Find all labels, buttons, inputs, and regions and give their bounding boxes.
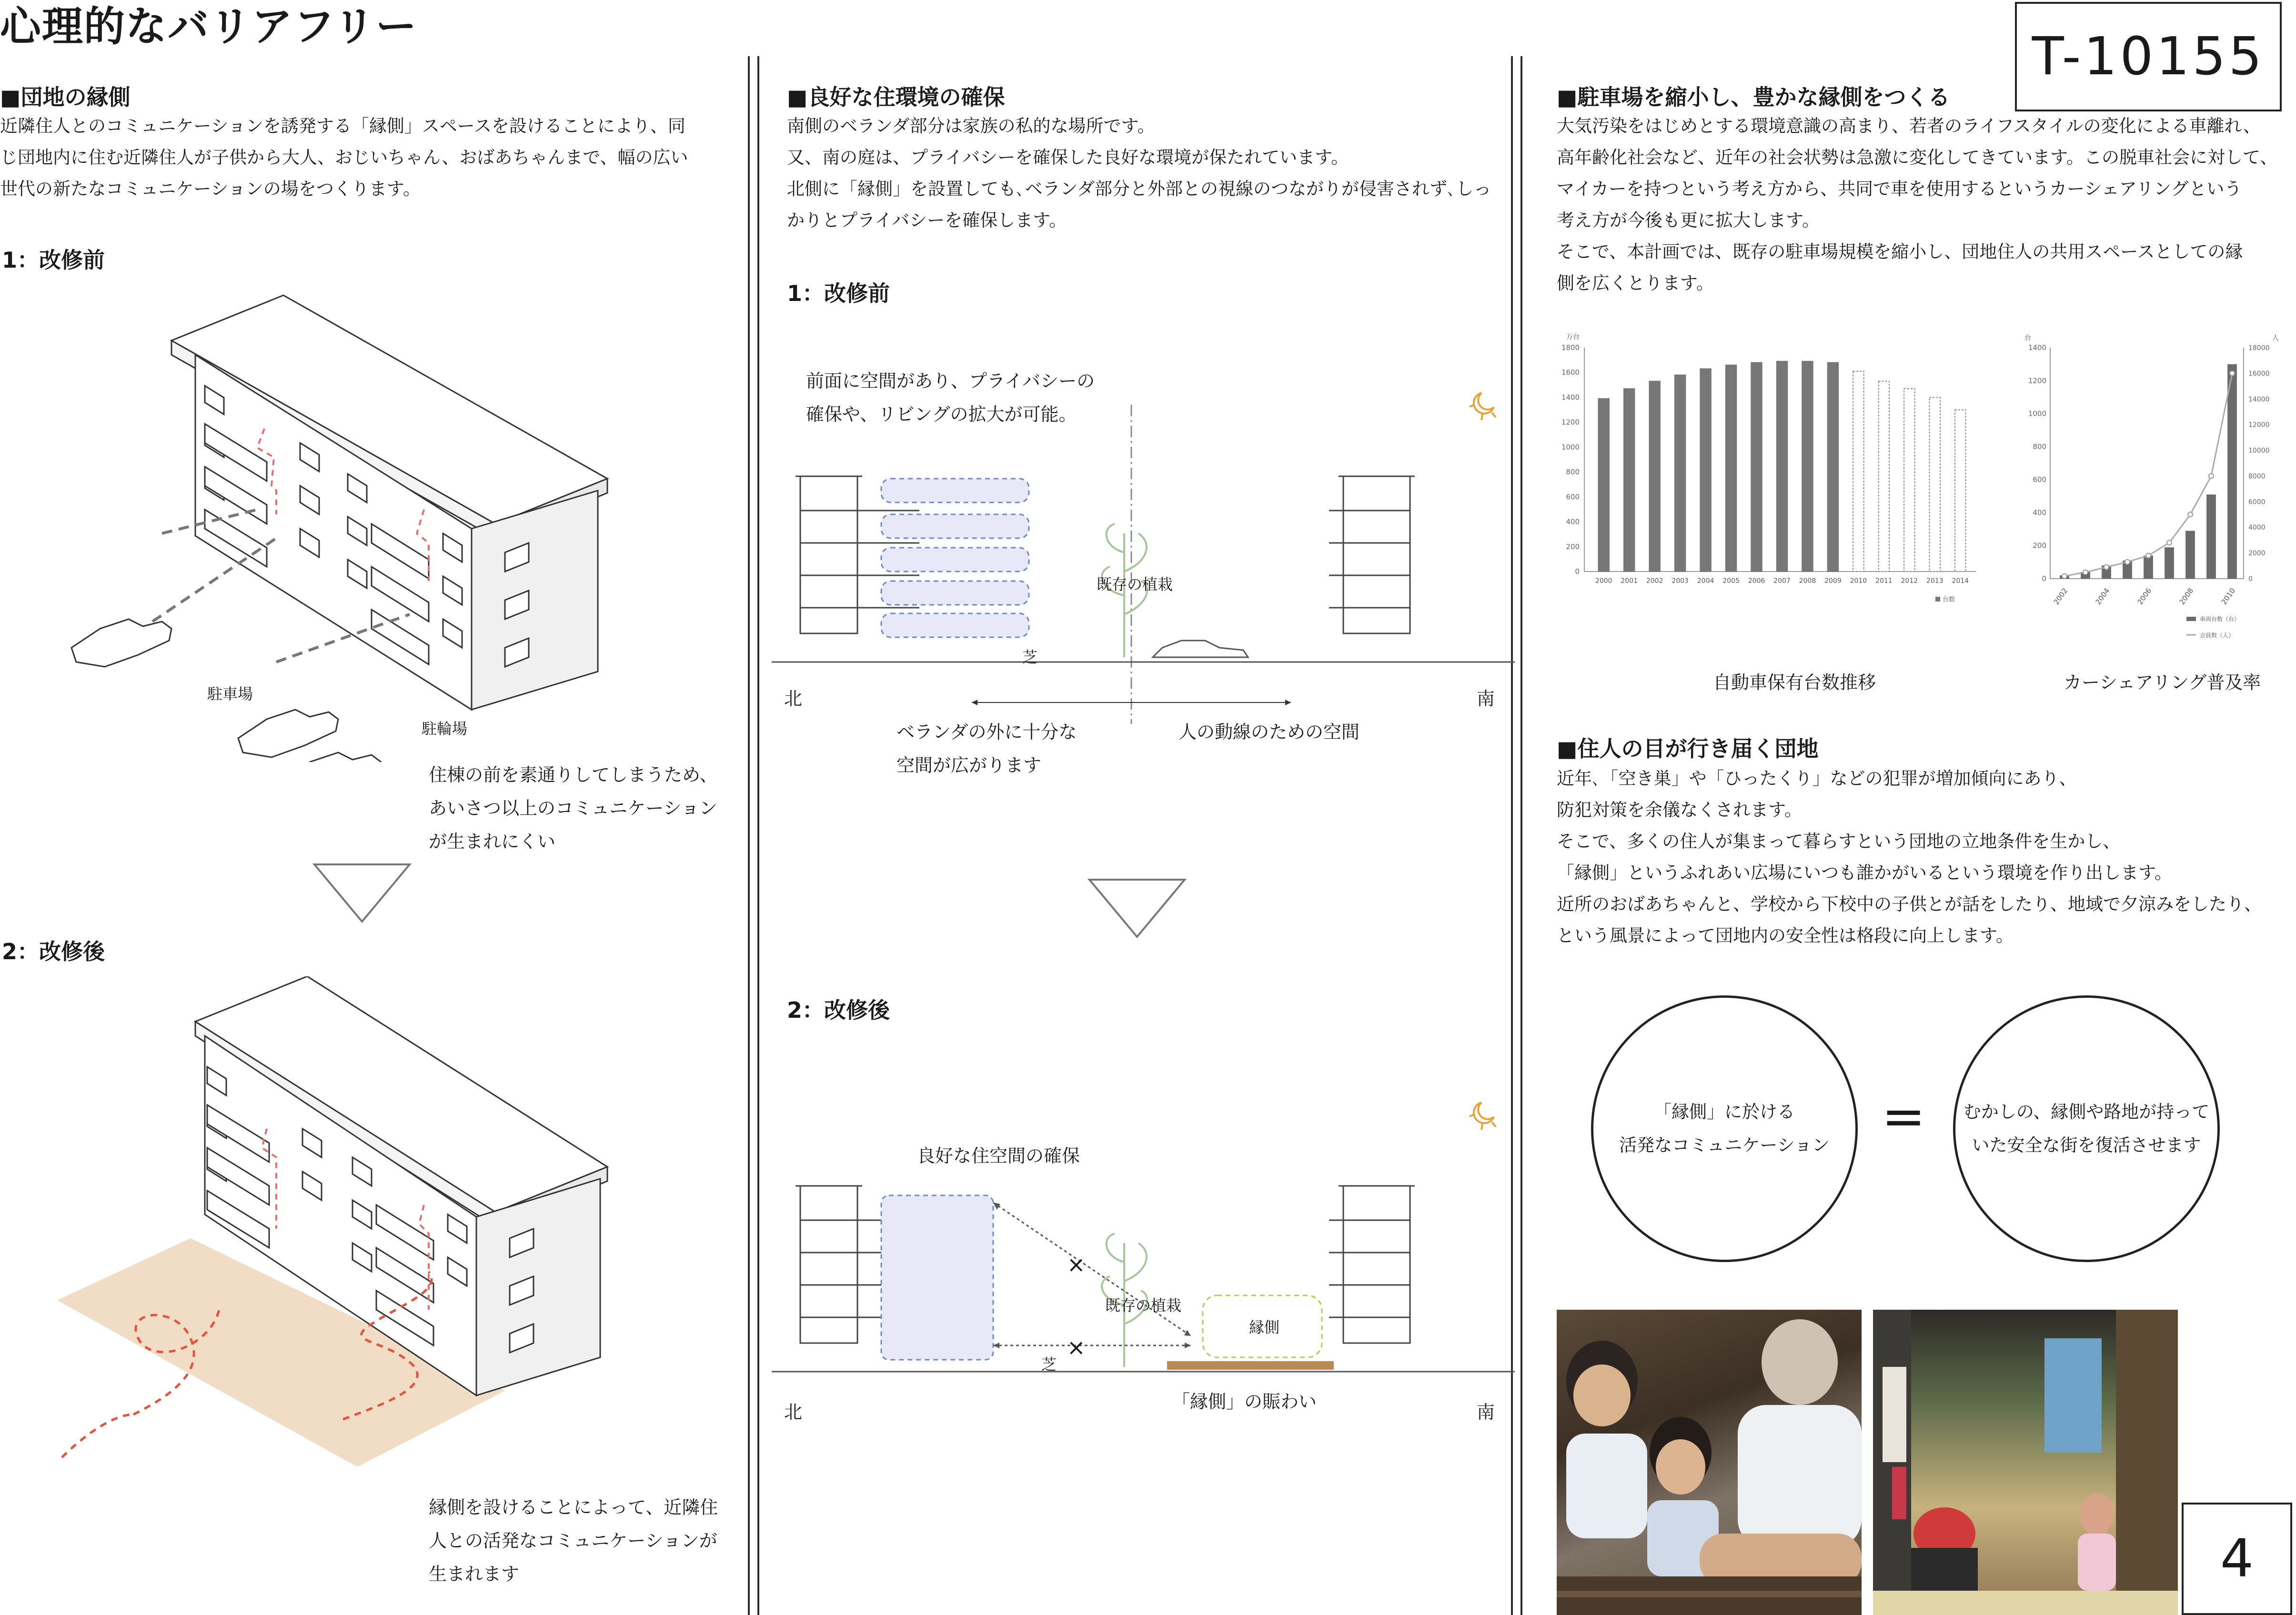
- north-label: 北: [784, 1402, 803, 1423]
- y-left-tick-label: 200: [2033, 541, 2046, 550]
- after-caption: 縁側を設けることによって、近隣住 人との活発なコミュニケーションが 生まれます: [429, 1497, 718, 1585]
- bar-2003: [1675, 375, 1685, 572]
- y-left-tick-label: 0: [2042, 574, 2046, 583]
- x-tick-label: 2003: [1672, 577, 1689, 585]
- x-tick-label: 2004: [1697, 577, 1714, 585]
- y-right-tick-label: 12000: [2248, 421, 2270, 429]
- cross-mark: ×: [1067, 1252, 1086, 1277]
- y-tick-label: 800: [1566, 468, 1580, 477]
- equals-sign: =: [1882, 1086, 1926, 1147]
- y-tick-label: 200: [1566, 542, 1580, 551]
- page-number: 4: [2182, 1503, 2292, 1615]
- flow-caption: 人の動線のための空間: [1178, 722, 1360, 742]
- section-heading-parking: ■駐車場を縮小し、豊かな縁側をつくる: [1557, 84, 1950, 110]
- y-right-tick-label: 6000: [2248, 498, 2266, 506]
- x-tick-label: 2004: [2094, 586, 2112, 606]
- bar-2009: [2206, 494, 2216, 579]
- engawa-caption: 「縁側」の賑わい: [1172, 1391, 1317, 1412]
- cross-mark: ×: [1067, 1334, 1086, 1360]
- x-tick-label: 2014: [1952, 577, 1969, 585]
- x-tick-label: 2008: [1799, 577, 1816, 585]
- y-tick-label: 1200: [1561, 418, 1580, 427]
- bar-2012: [1904, 389, 1914, 572]
- x-tick-label: 2010: [1850, 577, 1867, 585]
- legend-label-line: 会員数（人）: [2200, 632, 2235, 639]
- line-point-2006: [2146, 553, 2151, 558]
- x-tick-label: 2006: [1748, 577, 1765, 585]
- line-point-2010: [2230, 371, 2235, 376]
- building-after-diagram: [48, 976, 648, 1481]
- x-tick-label: 2012: [1901, 577, 1918, 585]
- veranda-caption: ベランダの外に十分な 空間が広がります: [896, 722, 1077, 776]
- building-before-diagram: [48, 286, 619, 762]
- sun-icon: [1470, 1103, 1496, 1130]
- y-left-tick-label: 400: [2033, 508, 2046, 517]
- section-text: 大気汚染をはじめとする環境意識の高まり、若者のライフスタイルの変化による車離れ、 高年齢化社会など、近年の社会状勢は急激に変化してきています。この脱車社会に対して、 マイカーを持つという考え方から、共同で車を使用するというカーシェアリングという 考え方が今後も更に拡大します。 そこで、本計画では、既存の駐車場規模を縮小し、団地住人の共用スペースとしての縁 側を広くとります。: [1557, 116, 2278, 293]
- line-point-2002: [2062, 574, 2067, 579]
- y-tick-label: 0: [1575, 567, 1580, 576]
- column-divider: [1521, 56, 1522, 1615]
- y-left-tick-label: 1400: [2028, 343, 2046, 352]
- page-title: 心理的なバリアフリー: [0, 3, 418, 50]
- y-tick-label: 600: [1566, 492, 1580, 502]
- y-right-tick-label: 4000: [2248, 524, 2266, 532]
- section-text: 南側のベランダ部分は家族の私的な場所です。 又、南の庭は、プライバシーを確保した良好な環境が保たれています。 北側に「縁側」を設置しても､ベランダ部分と外部との視線のつながりが侵害されず､しっ かりとプライバシーを確保します。: [787, 116, 1491, 231]
- x-tick-label: 2005: [1722, 577, 1740, 585]
- x-tick-label: 2013: [1926, 577, 1944, 585]
- legend-label-bars: 車両台数（台）: [2200, 616, 2240, 622]
- y-right-unit-label: 人: [2272, 334, 2279, 342]
- section-text: 近年､「空き巣」や「ひったくり」などの犯罪が増加傾向にあり、 防犯対策を余儀なくされます。 そこで、多くの住人が集まって暮らすという団地の立地条件を生かし、 「縁側」というふれあい広場にいつも誰かがいるという環境を作り出します。 近所のおばあちゃんと、学校から下校中の子供とが話をしたり、地域で夕涼みをしたり、 という風景によって団地内の安全性は格段に向上します。: [1557, 768, 2262, 946]
- legend-swatch: [1935, 597, 1940, 602]
- section-after-diagram: [772, 1100, 1515, 1395]
- column-divider: [757, 56, 759, 1615]
- bar-2011: [1879, 381, 1889, 572]
- chart2-caption: カーシェアリング普及率: [2064, 672, 2261, 693]
- y-left-tick-label: 600: [2033, 475, 2046, 484]
- lawn-label: 芝: [1022, 648, 1038, 666]
- y-right-tick-label: 18000: [2248, 344, 2270, 352]
- y-right-tick-label: 14000: [2248, 395, 2270, 403]
- existing-tree-label: 既存の植栽: [1105, 1296, 1182, 1314]
- bar-2008: [2185, 531, 2195, 579]
- circle-communication: 「縁側」に於ける 活発なコミュニケーション: [1591, 995, 1858, 1262]
- bar-2005: [1726, 365, 1736, 572]
- y-tick-label: 1800: [1561, 343, 1580, 352]
- engawa-label: 縁側: [1249, 1318, 1280, 1336]
- x-tick-label: 2001: [1621, 577, 1638, 585]
- north-label: 北: [784, 688, 803, 709]
- y-tick-label: 1400: [1561, 393, 1580, 402]
- existing-tree-label: 既存の植栽: [1097, 575, 1173, 593]
- x-tick-label: 2000: [1595, 577, 1612, 585]
- x-tick-label: 2006: [2135, 586, 2154, 606]
- bar-2006: [1751, 362, 1762, 572]
- after-label: 2：改修後: [2, 939, 105, 964]
- chart1-caption: 自動車保有台数推移: [1713, 672, 1876, 693]
- section-heading-security: ■住人の目が行き届く団地: [1557, 736, 1819, 762]
- section-heading-environment: ■良好な住環境の確保: [787, 84, 1005, 110]
- bar-2004: [1700, 369, 1711, 572]
- y-tick-label: 1000: [1561, 442, 1580, 451]
- photo-elder-and-children: [1557, 1310, 1862, 1615]
- y-right-tick-label: 0: [2248, 575, 2253, 583]
- after-label: 2：改修後: [787, 997, 890, 1023]
- y-axis-unit-label: 万台: [1566, 333, 1580, 341]
- line-point-2007: [2167, 541, 2172, 545]
- line-point-2004: [2104, 565, 2109, 570]
- photo-alley-image: [1873, 1310, 2178, 1615]
- before-note: 前面に空間があり、プライバシーの 確保や、リビングの拡大が可能。: [806, 371, 1095, 425]
- y-left-tick-label: 1200: [2028, 376, 2046, 385]
- section-text: 近隣住人とのコミュニケーションを誘発する「縁側」スペースを設けることにより、同 じ団地内に住む近隣住人が子供から大人、おじいちゃん、おばあちゃんまで、幅の広い 世代の新たなコミュニケーションの場をつくります。: [0, 116, 688, 199]
- down-arrow-triangle-icon: [1087, 877, 1187, 939]
- legend-label: 台数: [1943, 596, 1955, 603]
- y-left-tick-label: 800: [2033, 442, 2046, 451]
- bicycle-parking-label: 駐輪場: [422, 720, 468, 738]
- y-right-tick-label: 2000: [2248, 550, 2266, 558]
- circle-safe-town: むかしの、縁側や路地が持って いた安全な街を復活させます: [1953, 995, 2220, 1262]
- down-arrow-triangle-icon: [312, 862, 412, 924]
- y-tick-label: 400: [1566, 517, 1580, 526]
- bar-2006: [2144, 556, 2153, 579]
- y-right-tick-label: 10000: [2248, 447, 2270, 455]
- panel-id: T-10155: [2015, 2, 2282, 111]
- photo-people-image: [1557, 1310, 1862, 1615]
- sun-icon: [1470, 393, 1496, 420]
- x-tick-label: 2002: [1646, 577, 1663, 585]
- x-tick-label: 2010: [2219, 586, 2237, 606]
- south-label: 南: [1477, 688, 1495, 709]
- car-ownership-chart: [1557, 329, 1985, 614]
- lawn-label: 芝: [1041, 1355, 1057, 1374]
- bar-2000: [1599, 399, 1609, 572]
- x-tick-label: 2008: [2177, 586, 2195, 606]
- bar-2001: [1624, 389, 1634, 572]
- bar-2010: [2227, 364, 2237, 579]
- bar-2007: [1777, 361, 1787, 572]
- x-tick-label: 2002: [2052, 586, 2070, 606]
- y-right-tick-label: 16000: [2248, 370, 2270, 378]
- carsharing-chart: [2020, 329, 2286, 652]
- y-left-tick-label: 1000: [2028, 409, 2046, 418]
- bar-2014: [1955, 410, 1965, 572]
- before-label: 1：改修前: [787, 281, 890, 306]
- x-tick-label: 2011: [1875, 577, 1893, 585]
- south-label: 南: [1477, 1402, 1495, 1423]
- bar-2008: [1802, 361, 1813, 572]
- section-before-diagram: [772, 391, 1515, 733]
- section-heading-engawa: ■団地の縁側: [0, 84, 131, 110]
- line-point-2005: [2125, 560, 2130, 564]
- column-divider: [748, 56, 750, 1615]
- y-tick-label: 1600: [1561, 368, 1580, 377]
- x-tick-label: 2007: [1773, 577, 1791, 585]
- before-label: 1：改修前: [2, 247, 105, 273]
- legend-swatch-bars: [2186, 617, 2196, 621]
- parking-label: 駐車場: [207, 685, 253, 703]
- line-point-2009: [2209, 473, 2214, 478]
- bar-2013: [1930, 397, 1940, 572]
- photo-alley: [1873, 1310, 2178, 1615]
- after-note: 良好な住空間の確保: [917, 1145, 1080, 1166]
- x-tick-label: 2009: [1824, 577, 1842, 585]
- bar-2010: [1853, 371, 1863, 572]
- line-point-2003: [2083, 570, 2088, 575]
- line-point-2008: [2188, 512, 2193, 517]
- y-right-tick-label: 8000: [2248, 472, 2266, 481]
- y-left-unit-label: 台: [2024, 334, 2031, 342]
- before-caption: 住棟の前を素通りしてしまうため、 あいさつ以上のコミュニケーション が生まれにくい: [429, 764, 718, 852]
- bar-2009: [1828, 362, 1838, 572]
- bar-2002: [1649, 381, 1660, 572]
- bar-2007: [2165, 547, 2174, 579]
